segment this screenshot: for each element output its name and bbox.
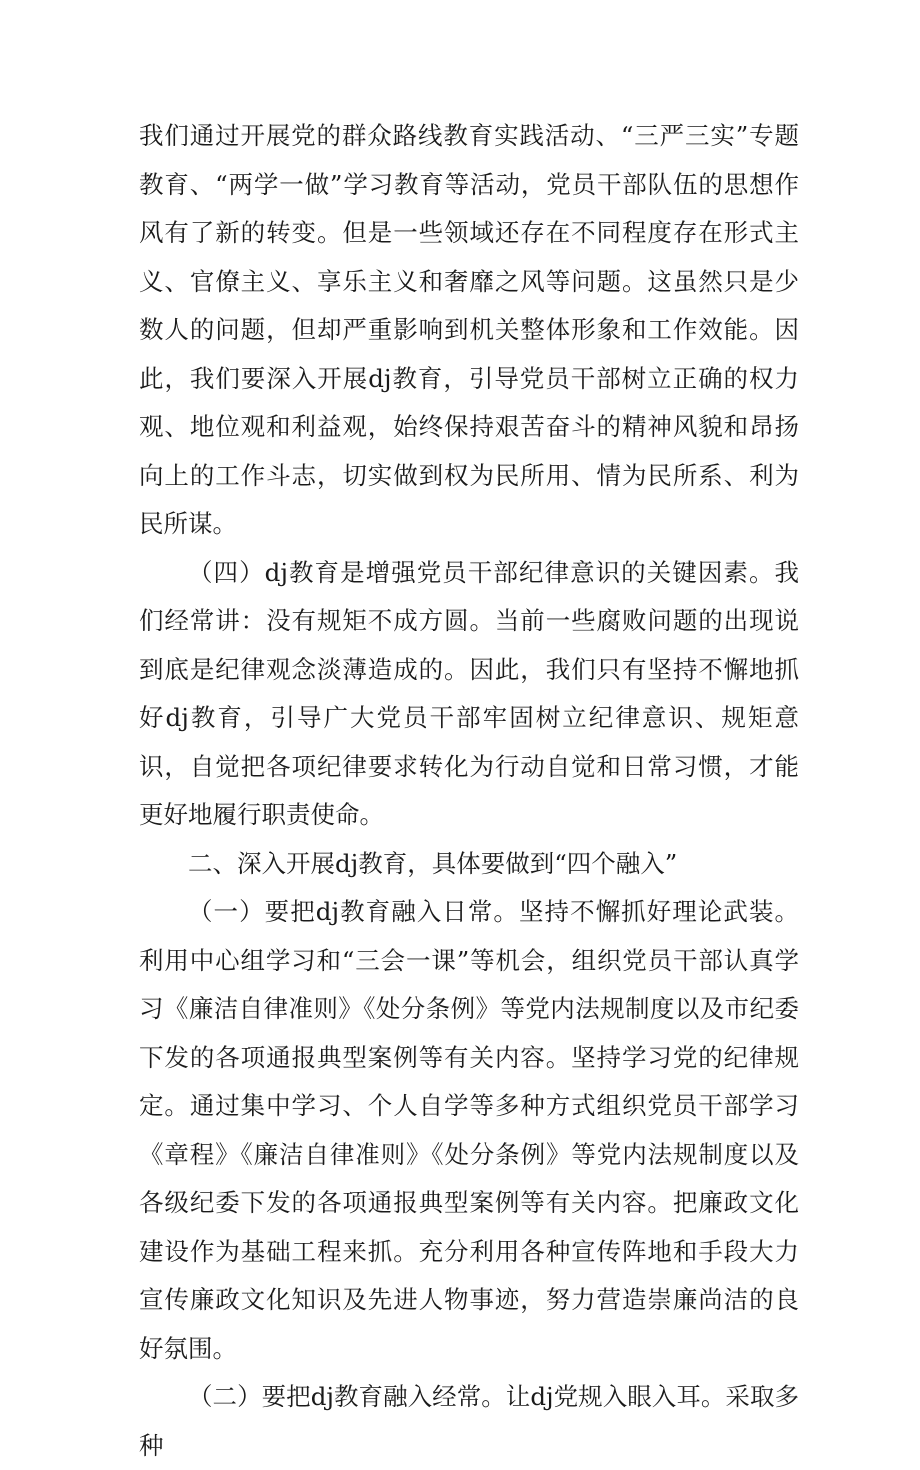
paragraph-item-1: （一）要把dj教育融入日常。坚持不懈抓好理论武装。利用中心组学习和“三会一课”等机会，组织党员干部认真学习《廉洁自律准则》《处分条例》等党内法规制度以及市纪委下发的各项通报典型案例等有关内容。坚持学习党的纪律规定。通过集中学习、个人自学等多种方式组织党员干部学习《章程》《廉洁自律准则》《处分条例》等党内法规制度以及各级纪委下发的各项通报典型案例等有关内容。把廉政文化建设作为基础工程来抓。充分利用各种宣传阵地和手段大力宣传廉政文化知识及先进人物事迹，努力营造崇廉尚洁的良好氛围。 (139, 897, 799, 1363)
section-heading-2: 二、深入开展dj教育，具体要做到“四个融入” (188, 848, 678, 878)
document-body (139, 112, 799, 1470)
paragraph-continuation: 我们通过开展党的群众路线教育实践活动、“三严三实”专题教育、“两学一做”学习教育等活动，党员干部队伍的思想作风有了新的转变。但是一些领域还存在不同程度存在形式主义、官僚主义、享乐主义和奢靡之风等问题。这虽然只是少数人的问题，但却严重影响到机关整体形象和工作效能。因此，我们要深入开展dj教育，引导党员干部树立正确的权力观、地位观和利益观，始终保持艰苦奋斗的精神风貌和昂扬向上的工作斗志，切实做到权为民所用、情为民所系、利为民所谋。 (139, 121, 799, 538)
paragraph-section-4: （四）dj教育是增强党员干部纪律意识的关键因素。我们经常讲：没有规矩不成方圆。当前一些腐败问题的出现说到底是纪律观念淡薄造成的。因此，我们只有坚持不懈地抓好dj教育，引导广大党员干部牢固树立纪律意识、规矩意识，自觉把各项纪律要求转化为行动自觉和日常习惯，才能更好地履行职责使命。 (139, 557, 799, 829)
paragraph-item-2: （二）要把dj教育融入经常。让dj党规入眼入耳。采取多种 (139, 1382, 799, 1460)
